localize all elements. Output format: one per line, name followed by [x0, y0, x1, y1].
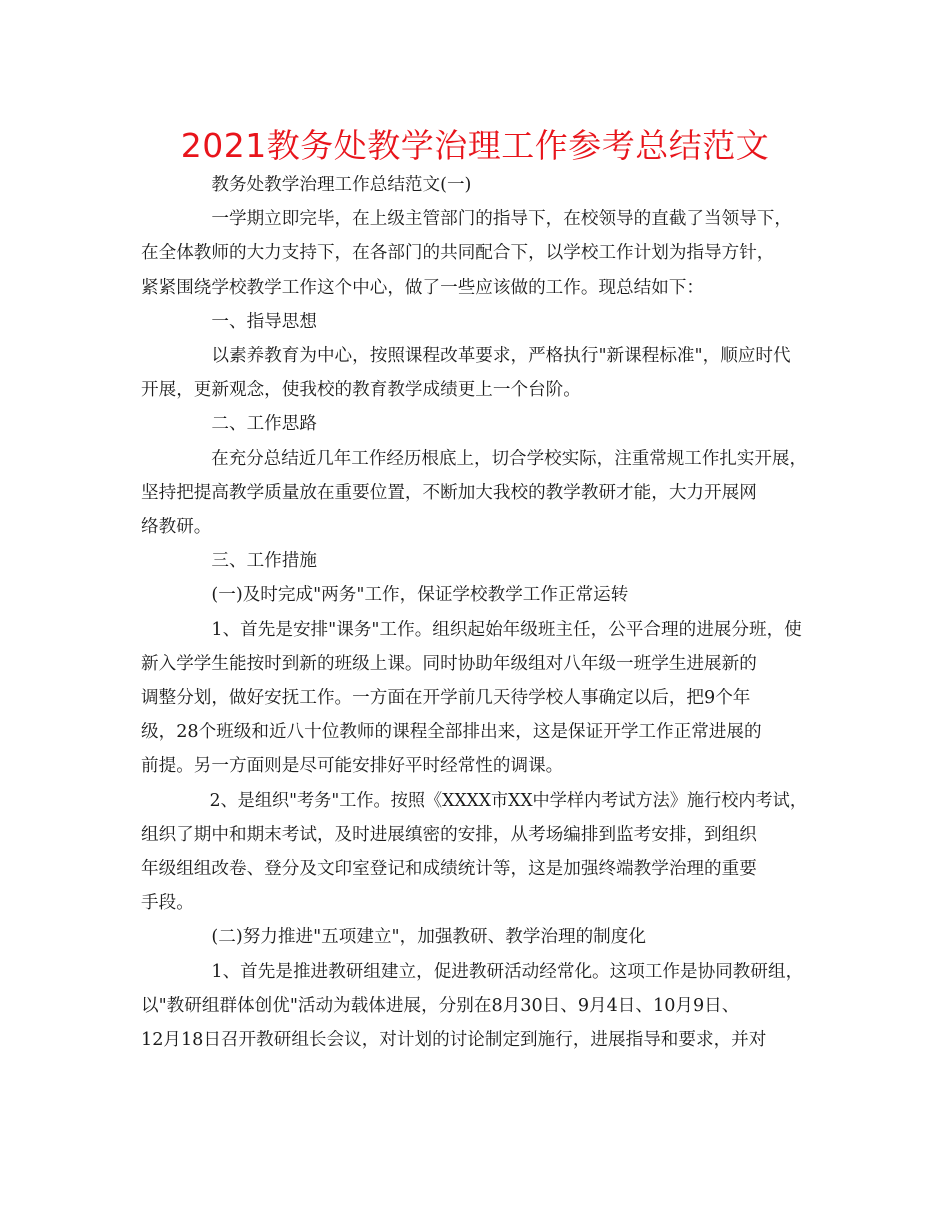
text-line: 以"教研组群体创优"活动为载体进展，分别在8月30日、9月4日、10月9日、 [141, 995, 740, 1016]
text-line: 络教研。 [141, 517, 212, 538]
paragraph [141, 613, 807, 784]
text-line: (二)努力推进"五项建立"，加强教研、教学治理的制度化 [211, 927, 646, 948]
paragraph [141, 339, 807, 407]
text-line: 新入学学生能按时到新的班级上课。同时协助年级组对八年级一班学生进展新的 [141, 653, 757, 674]
text-line: (一)及时完成"两务"工作，保证学校教学工作正常运转 [211, 585, 629, 606]
text-line: 年级组组改卷、登分及文印室登记和成绩统计等，这是加强终端教学治理的重要 [141, 859, 757, 880]
text-line: 一学期立即完毕，在上级主管部门的指导下，在校领导的直截了当领导下， [211, 209, 792, 230]
paragraph [141, 784, 807, 921]
text-line: 以素养教育为中心，按照课程改革要求，严格执行"新课程标准"，顺应时代 [211, 346, 791, 367]
paragraph [141, 407, 807, 441]
paragraph [141, 202, 807, 305]
text-line: 一、指导思想 [211, 311, 317, 332]
text-line: 1、首先是安排"课务"工作。组织起始年级班主任，公平合理的进展分班，使 [211, 619, 802, 640]
paragraph [141, 920, 807, 954]
text-line: 手段。 [141, 893, 194, 914]
text-line: 在全体教师的大力支持下，在各部门的共同配合下，以学校工作计划为指导方针， [141, 243, 775, 264]
paragraph [141, 544, 807, 578]
paragraph [141, 955, 807, 1058]
text-line: 调整分划，做好安抚工作。一方面在开学前几天待学校人事确定以后，把9个年 [141, 688, 751, 709]
text-line: 紧紧围绕学校教学工作这个中心，做了一些应该做的工作。现总结如下： [141, 277, 705, 298]
text-line: 开展，更新观念，使我校的教育教学成绩更上一个台阶。 [141, 380, 581, 401]
document-body [141, 168, 807, 1057]
text-line: 三、工作措施 [211, 551, 317, 572]
paragraph [141, 168, 807, 202]
text-line: 坚持把提高教学质量放在重要位置，不断加大我校的教学教研才能，大力开展网 [141, 482, 757, 503]
paragraph [141, 305, 807, 339]
text-line: 2、是组织"考务"工作。按照《XXXX市XX中学样内考试方法》施行校内考试， [209, 790, 807, 811]
text-line: 在充分总结近几年工作经历根底上，切合学校实际，注重常规工作扎实开展， [211, 448, 807, 469]
paragraph [141, 442, 807, 545]
document-title: 2021教务处教学治理工作参考总结范文 [180, 126, 770, 165]
text-line: 二、工作思路 [211, 414, 317, 435]
text-line: 组织了期中和期末考试，及时进展缜密的安排，从考场编排到监考安排，到组织 [141, 824, 757, 845]
text-line: 级，28个班级和近八十位教师的课程全部排出来，这是保证开学工作正常进展的 [141, 722, 762, 743]
text-line: 教务处教学治理工作总结范文(一) [211, 175, 472, 195]
paragraph [141, 578, 807, 612]
text-line: 前提。另一方面则是尽可能安排好平时经常性的调课。 [141, 756, 564, 777]
text-line: 12月18日召开教研组长会议，对计划的讨论制定到施行，进展指导和要求，并对 [141, 1030, 767, 1051]
text-line: 1、首先是推进教研组建立，促进教研活动经常化。这项工作是协同教研组， [211, 961, 804, 982]
